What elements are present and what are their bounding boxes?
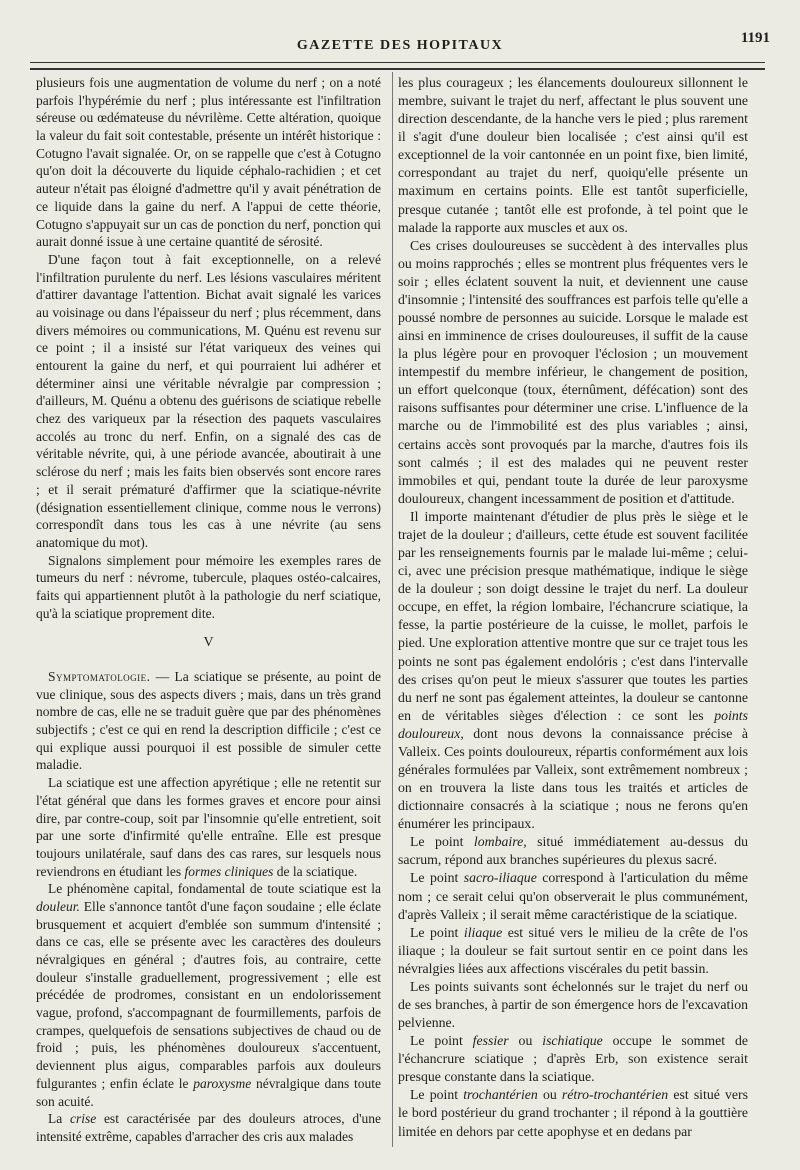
- paragraph: Signalons simplement pour mémoire les exemples rares de tumeurs du nerf : névrome, tubercule, plaques ostéo-calcaires, faits qui appartiennent plutôt à la pathologie du nerf sciatique, qu'à la sciatique proprement dite.: [36, 552, 381, 621]
- text: occupe le sommet de l'échancrure sciatique ; d'après Erb, son existence serait presque constante dans la sciatique.: [398, 1033, 748, 1085]
- italic-term: douleur.: [36, 898, 80, 914]
- text: Le point: [410, 924, 464, 940]
- italic-term: paroxysme: [193, 1075, 252, 1091]
- italic-term: points douloureux,: [398, 707, 748, 741]
- paragraph: [398, 1032, 748, 1086]
- text: Le point: [410, 834, 474, 850]
- paragraph: [398, 924, 748, 978]
- italic-term: sacro-iliaque: [463, 870, 537, 886]
- text: est situé vers le milieu de la crête de l'os iliaque ; la douleur se fait surtout sentir en ce point dans les névralgies liées aux affections viscérales du petit bassin.: [398, 924, 749, 976]
- paragraph: [36, 1110, 381, 1145]
- paragraph: [398, 1086, 748, 1140]
- italic-term: fessier: [472, 1033, 509, 1049]
- paragraph: [398, 833, 748, 869]
- paragraph: D'une façon tout à fait exceptionnelle, on a relevé l'infiltration purulente du nerf. Les lésions vasculaires méritent d'attirer davantage l'attention. Bichat avait signalé les varices au voisinage ou dans l'épaisseur du nerf ; plus récemment, dans divers mémoires ou communications, M. Quénu est revenu sur ce point ; il a insisté sur l'état variqueux des veines qui entourent la gaine du nerf, et qui pourraient lui adhérer et déterminer ainsi une véritable névralgie par compression ; d'ailleurs, M. Quénu a obtenu des guérisons de sciatique rebelle chez des variqueux par la résection des paquets vasculaires accolés au tronc du nerf. Enfin, on a signalé des cas de véritable névrite, qui, à une période avancée, aboutirait à une sclérose du nerf ; mais les faits bien observés sont encore rares ; et il serait prématuré d'affirmer que la sciatique-névrite (désignation essentiellement clinique, comme nous le verrons) correspondît dans tous les cas à une névrite (au sens anatomique du mot).: [36, 251, 381, 550]
- section-heading: V: [203, 635, 214, 651]
- italic-term: ischiatique: [542, 1033, 603, 1049]
- text: La sciatique est une affection apyrétique ; elle ne retentit sur l'état général que dans les formes graves et encore pour ainsi dire, par contre-coup, soit par l'insomnie qu'elle entretient, soit par une sorte d'infirmité qu'elle entraîne. Elle est presque toujours unilatérale, sauf dans des cas rares, sur lesquels nous reviendrons en étudiant les: [36, 775, 381, 879]
- text: névralgique dans toute son acuité.: [36, 1075, 381, 1109]
- text: Il importe maintenant d'étudier de plus près le siège et le trajet de la douleur ; d'ailleurs, cette étude est souvent facilitée par les renseignements fournis par le malade lui-même ; celui-ci, avec une précision presque mathématique, indique le siège de la douleur ; son doigt dessine le trajet du nerf. La douleur occupe, en effet, la région lombaire, l'échancrure sciatique, la fesse, la partie postérieure de la cuisse, le mollet, parfois le pied. Une exploration attentive montre que sur ce trajet tous les points ne sont pas également endolóris ; c'est dans l'intervalle des crises qu'on peut le mieux s'assurer que toutes les parties du nerf ne sont pas également atteintes, la douleur se cantonne en de véritables sièges d'élection : ce sont les: [398, 508, 748, 723]
- header-rule-thick: [30, 68, 765, 70]
- text: Elle s'annonce tantôt d'une façon soudaine ; elle éclate brusquement et acquiert d'emblée son summum d'intensité ; dans ce cas, elle se présente avec les caractères des douleurs névralgiques en général ; d'autres fois, au contraire, cette douleur s'installe graduellement, progressivement ; elle est précédée de prodromes, consistant en un endolorissement vague, profond, s'accompagnant de fourmillements, parfois de crampes, quelquefois de sensations subjectives de chaud ou de froid ; puis, les phénomènes douloureux s'accentuent, deviennent plus aigus, comparables parfois aux douleurs fulgurantes ; enfin éclate le: [36, 898, 381, 1091]
- paragraph: [398, 869, 748, 923]
- paragraph: plusieurs fois une augmentation de volume du nerf ; on a noté parfois l'hypérémie du nerf ; plus intéressante est l'infiltration séreuse ou œdémateuse du névrilème. Cette altération, quoique la valeur du fait soit contestable, présente un intérêt historique : Cotugno l'avait signalée. Or, on se rappelle que c'est à Cotugno qu'on doit la découverte du liquide céphalo-rachidien ; et cet auteur n'était pas éloigné d'admettre qu'il y avait pénétration de ce liquide dans la gaine du nerf. A l'appui de cette théorie, Cotugno s'appuyait sur un cas de ponction du nerf, ponction qui aurait donné issue à une certaine quantité de sérosité.: [36, 75, 381, 250]
- text: est situé vers le bord postérieur du grand trochanter ; il répond à la gouttière limitée en dehors par cette apophyse et en dedans par: [398, 1087, 749, 1139]
- text: — La sciatique se présente, au point de vue clinique, sous des aspects divers ; mais, dans un très grand nombre de cas, elle ne se traduit guère que par des phénomènes subjectifs ; c'est ce qui en rend la description difficile ; c'est ce qui explique aussi pourquoi il est possible de simuler cette maladie.: [36, 669, 381, 773]
- text: ou: [508, 1033, 543, 1049]
- text: La: [48, 1111, 70, 1127]
- text: Le phénomène capital, fondamental de toute sciatique est la: [48, 881, 381, 897]
- italic-term: crise: [69, 1111, 97, 1127]
- italic-term: rétro-trochantérien: [561, 1087, 669, 1103]
- text: de la sciatique.: [273, 863, 358, 879]
- column-separator: [392, 72, 393, 1147]
- text: situé immédiatement au-dessus du sacrum, répond aux branches supérieures du plexus sacré.: [398, 834, 749, 868]
- text: dont nous devons la connaissance précise à Valleix. Ces points douloureux, répartis conformément aux lois générales formulées par Valleix, sont extrêmement nombreux ; on en trouvera la liste dans tous les traités et articles de dictionnaire consacrés à la sciatique ; nous ne ferons qu'en énumérer les principaux.: [398, 725, 748, 832]
- paragraph: [398, 508, 748, 833]
- italic-term: lombaire,: [473, 834, 527, 850]
- journal-title: GAZETTE DES HOPITAUX: [296, 38, 504, 53]
- paragraph: Ces crises douloureuses se succèdent à des intervalles plus ou moins rapprochés ; elles se montrent plus fréquentes vers le soir ; elles éclatent souvent la nuit, et deviennent une cause d'insomnie ; l'intensité des souffrances est parfois telle qu'elle a poussé nombre de personnes au suicide. Lorsque le malade est ainsi en imminence de crises douloureuses, il suffit de la cause la plus légère pour en provoquer l'éclosion ; un mouvement intempestif du membre inférieur, le changement de position, un effort quelconque (toux, éternûment, défécation) sont des raisons suffisantes pour déterminer une crise. L'influence de la marche ou de l'immobilité est des plus variables ; ainsi, certains accès sont provoqués par la marche, d'autres fois ils sont calmés ; il est des malades qui ne peuvent rester immobiles et qui, pendant toute la durée de leur paroxysme douloureux, changent incessamment de position et d'attitude.: [398, 237, 748, 506]
- italic-term: formes cliniques: [184, 863, 274, 879]
- page-number: 1191: [740, 30, 770, 46]
- paragraph: les plus courageux ; les élancements douloureux sillonnent le membre, suivant le trajet du nerf, affectant le plus souvent une direction descendante, de la hanche vers le pied ; plus rarement il s'agit d'une douleur bien localisée ; c'est ainsi qu'il est exceptionnel de la voir cantonnée en un point fixe, bien limité, correspondant au trajet du nerf, quoiqu'elle présente un maximum en certains points. Elle est tantôt superficielle, presque cutanée ; tantôt elle est profonde, à tel point que le malade la rapporte aux muscles et aux os.: [398, 75, 748, 235]
- right-column: [398, 74, 748, 1141]
- text: correspond à l'articulation du même nom ; ce serait celui qu'on observerait le plus communément, d'après Valleix ; il serait même caractéristique de la sciatique.: [398, 870, 749, 922]
- paragraph: [36, 668, 381, 774]
- header-rule: [30, 62, 765, 63]
- italic-term: trochantérien: [463, 1087, 538, 1103]
- run-in-heading: Symptomatologie.: [48, 669, 151, 684]
- text: Le point: [410, 1033, 473, 1049]
- paragraph: Les points suivants sont échelonnés sur le trajet du nerf ou de ses branches, à partir de son émergence hors de l'excavation pelvienne.: [398, 978, 748, 1031]
- text: Le point: [410, 1087, 464, 1103]
- paragraph: [36, 774, 381, 880]
- text: ou: [537, 1087, 562, 1103]
- text: est caractérisée par des douleurs atroces, d'une intensité extrême, capables d'arracher des cris aux malades: [36, 1111, 381, 1144]
- paragraph: [36, 880, 381, 1110]
- italic-term: iliaque: [463, 924, 503, 940]
- text: Le point: [410, 870, 464, 886]
- left-column: [36, 74, 381, 1146]
